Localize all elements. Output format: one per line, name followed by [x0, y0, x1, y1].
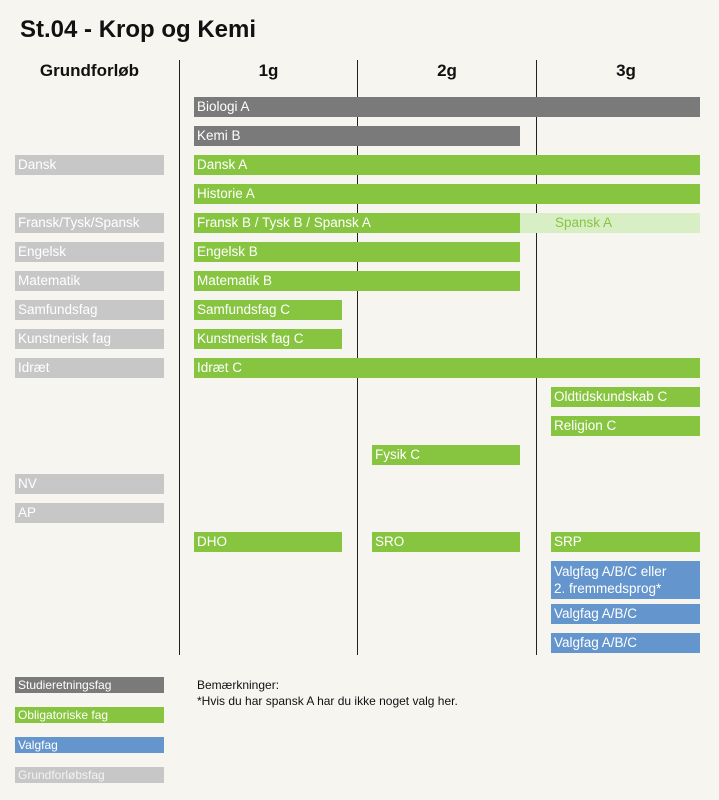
valgfag-1-line-1: Valgfag A/B/C eller — [554, 564, 667, 579]
bar-oldtid: Oldtidskundskab C — [551, 387, 700, 407]
column-header-2g: 2g — [437, 61, 457, 80]
notes-text: *Hvis du har spansk A har du ikke noget valg her. — [197, 694, 458, 708]
bar-idraet: Idræt C — [194, 358, 700, 378]
bar-valgfag-1 — [551, 561, 700, 599]
grundforlob-nv: NV — [15, 474, 164, 494]
grundforlob-sprog: Fransk/Tysk/Spansk — [15, 213, 164, 233]
bar-valgfag-3: Valgfag A/B/C — [551, 633, 700, 653]
bar-religion: Religion C — [551, 416, 700, 436]
bar-dho: DHO — [194, 532, 342, 552]
bar-valgfag-2: Valgfag A/B/C — [551, 604, 700, 624]
legend-grundforlob: Grundforløbsfag — [15, 767, 164, 783]
bar-dansk: Dansk A — [194, 155, 700, 175]
legend-studieretningsfag: Studieretningsfag — [15, 677, 164, 693]
bar-srp: SRP — [551, 532, 700, 552]
page-title: St.04 - Krop og Kemi — [20, 16, 257, 43]
column-header-grundforlob: Grundforløb — [39, 61, 140, 80]
legend-obligatoriske: Obligatoriske fag — [15, 707, 164, 723]
bar-historie: Historie A — [194, 184, 700, 204]
column-header-1g: 1g — [258, 61, 279, 80]
divider-line-1 — [179, 60, 180, 655]
bar-sro: SRO — [372, 532, 520, 552]
bar-kemi: Kemi B — [194, 126, 520, 146]
valgfag-1-line-2: 2. fremmedsprog* — [554, 581, 662, 596]
bar-fysik: Fysik C — [372, 445, 520, 465]
bar-sprog: Fransk B / Tysk B / Spansk A — [194, 213, 520, 233]
bar-biologi: Biologi A — [194, 97, 700, 117]
bar-matematik: Matematik B — [194, 271, 520, 291]
grundforlob-samfundsfag: Samfundsfag — [15, 300, 164, 320]
grundforlob-ap: AP — [15, 503, 164, 523]
grundforlob-idraet: Idræt — [15, 358, 164, 378]
bar-kunstnerisk: Kunstnerisk fag C — [194, 329, 342, 349]
bar-engelsk: Engelsk B — [194, 242, 520, 262]
column-header-3g: 3g — [616, 61, 636, 80]
grundforlob-engelsk: Engelsk — [15, 242, 164, 262]
grundforlob-matematik: Matematik — [15, 271, 164, 291]
grundforlob-dansk: Dansk — [15, 155, 164, 175]
bar-samfundsfag: Samfundsfag C — [194, 300, 342, 320]
bar-spansk-a-3g: Spansk A — [520, 213, 700, 233]
notes — [197, 677, 458, 709]
notes-heading: Bemærkninger: — [197, 678, 280, 692]
grundforlob-kunstnerisk: Kunstnerisk fag — [15, 329, 164, 349]
legend-valgfag: Valgfag — [15, 737, 164, 753]
